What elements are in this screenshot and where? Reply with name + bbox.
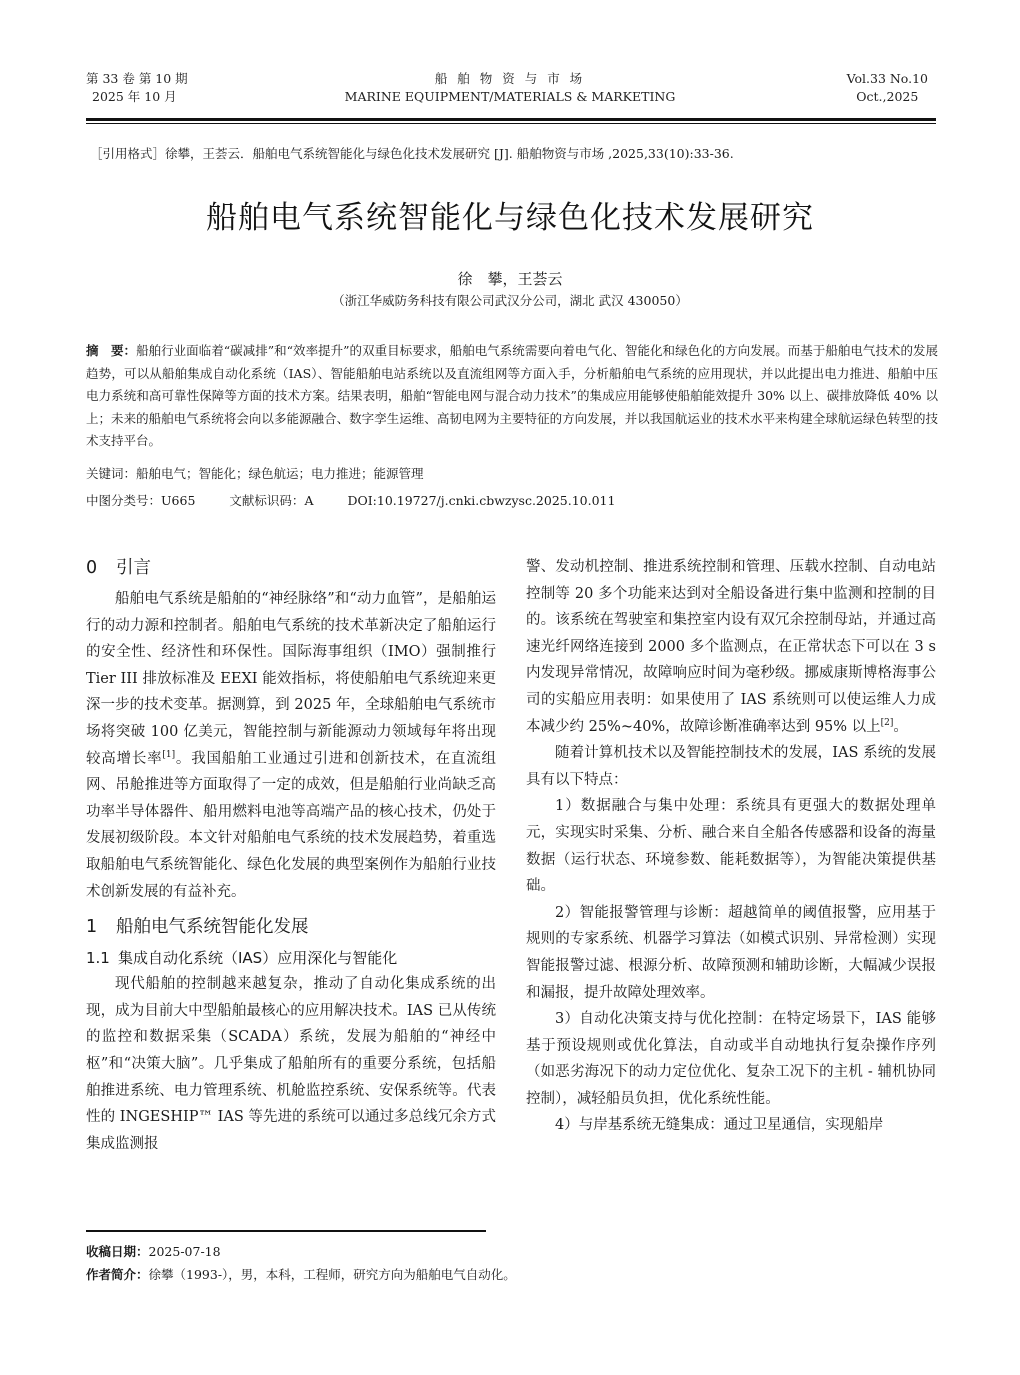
abstract-label: 摘 要： (86, 343, 137, 358)
author-bio-text: 徐攀（1993-），男，本科，工程师，研究方向为船舶电气自动化。 (148, 1267, 516, 1282)
subsection-heading-1-1: 1.1 集成自动化系统（IAS）应用深化与智能化 (86, 949, 398, 968)
ias-paragraph: 现代船舶的控制越来越复杂，推动了自动化集成系统的出现，成为目前大中型船舶最核心的应用解决技术。IAS 已从传统的监控和数据采集（SCADA）系统，发展为船舶的“神经中枢”和“决策大脑”。几乎集成了船舶所有的重要分系统，包括船舶推进系统、电力管理系统、机舱监控系统、安保系统等。代表性的 INGESHIP™ IAS 等先进的系统可以通过多总线冗余方式集成监测报 (86, 976, 496, 1152)
author-bio-label: 作者简介： (86, 1267, 149, 1282)
header-issue-info (86, 70, 188, 106)
ias-paragraph-continued: 警、发动机控制、推进系统控制和管理、压载水控制、自动电站控制等 20 多个功能来达到对全船设备进行集中监测和控制的目的。该系统在驾驶室和集控室内设有双冗余控制母站，并通过高速光纤网络连接到 2000 多个监测点，在正常状态下可以在 3 s 内发现异常情况，故障响应时间为毫秒级。挪威康斯博格海事公司的实船应用表明：如果使用了 IAS 系统则可以使运维人力成本减少约 25%~40%，故障诊断准确率达到 95% 以上[2]。 (526, 559, 936, 735)
journal-name-en: MARINE EQUIPMENT/MATERIALS & MARKETING (344, 89, 676, 104)
article-authors: 徐 攀，王荟云 (457, 270, 563, 288)
abstract-text: 船舶行业面临着“碳减排”和“效率提升”的双重目标要求，船舶电气系统需要向着电气化、智能化和绿色化的方向发展。而基于船舶电气技术的发展趋势，可以从船舶集成自动化系统（IAS）、智能船舶电站系统以及直流组网等方面入手，分析船舶电气系统的应用现状，并以此提出电力推进、船舶中压电力系统和高可靠性保障等方面的技术方案。结果表明，船舶“智能电网与混合动力技术”的集成应用能够使船舶能效提升 30% 以上、碳排放降低 40% 以上；未来的船舶电气系统将会向以多能源融合、数字孪生运维、高韧电网为主要特征的方向发展，并以我国航运业的技术水平来构建全球航运绿色转型的技术支持平台。 (86, 343, 938, 449)
article-title: 船舶电气系统智能化与绿色化技术发展研究 (206, 200, 814, 236)
abstract (86, 340, 938, 453)
keywords-label: 关键词： (86, 466, 137, 481)
keywords-text: 船舶电气；智能化；绿色航运；电力推进；能源管理 (136, 466, 424, 481)
doi: DOI:10.19727/j.cnki.cbwzysc.2025.10.011 (347, 493, 616, 508)
doc-code-value: A (304, 493, 314, 508)
section-heading-intro: 0 引言 (86, 558, 151, 578)
citation-format (90, 145, 930, 163)
footnote-author-bio (86, 1265, 516, 1285)
received-label: 收稿日期： (86, 1244, 149, 1259)
classification-line (86, 491, 938, 511)
article-affiliation: （浙江华威防务科技有限公司武汉分公司，湖北 武汉 430050） (332, 293, 688, 308)
received-date: 2025-07-18 (148, 1244, 221, 1259)
journal-name-cn: 船 舶 物 资 与 市 场 (434, 71, 586, 86)
clc-label: 中图分类号： (86, 493, 162, 508)
header-rule-thin (86, 123, 936, 124)
header-issue-info-en (847, 70, 928, 106)
feature-item-4: 4）与岸基系统无缝集成：通过卫星通信，实现船岸 (555, 1117, 884, 1134)
section-heading-1: 1 船舶电气系统智能化发展 (86, 917, 309, 938)
header-volume-issue: 第 33 卷 第 10 期 (86, 71, 188, 86)
body-column-right (526, 554, 936, 1139)
footnote-rule (86, 1230, 486, 1232)
feature-item-3: 3）自动化决策支持与优化控制：在特定场景下，IAS 能够基于预设规则或优化算法，自动或半自动地执行复杂操作序列（如恶劣海况下的动力定位优化、复杂工况下的主机 - 辅机协同控制），减轻船员负担，优化系统性能。 (526, 1011, 936, 1107)
intro-paragraph: 船舶电气系统是船舶的“神经脉络”和“动力血管”，是船舶运行的动力源和控制者。船舶电气系统的技术革新决定了船舶运行的安全性、经济性和环保性。国际海事组织（IMO）强制推行 Tier III 排放标准及 EEXI 能效指标，将使船舶电气系统迎来更深一步的技术变革。据测算，到 2025 年，全球船舶电气系统市场将突破 100 亿美元，智能控制与新能源动力领域每年将出现较高增长率[1]。我国船舶工业通过引进和创新技术，在直流组网、吊舱推进等方面取得了一定的成效，但是船舶行业尚缺乏高功率半导体器件、船用燃料电池等高端产品的核心技术，仍处于发展初级阶段。本文针对船舶电气系统的技术发展趋势，着重选取船舶电气系统智能化、绿色化发展的典型案例作为船舶行业技术创新发展的有益补充。 (86, 591, 497, 900)
reference-marker-1[interactable]: [1] (162, 749, 176, 760)
header-date-en: Oct.,2025 (856, 89, 919, 104)
keywords (86, 464, 938, 484)
feature-item-1: 1）数据融合与集中处理：系统具有更强大的数据处理单元，实现实时采集、分析、融合来自全船各传感器和设备的海量数据（运行状态、环境参数、能耗数据等），为智能决策提供基础。 (526, 798, 936, 895)
header-volume-en: Vol.33 No.10 (846, 71, 928, 86)
clc-value: U665 (161, 493, 196, 508)
citation-label: ［引用格式］ (90, 146, 166, 161)
reference-marker-2[interactable]: [2] (880, 717, 894, 728)
footnote-received (86, 1242, 221, 1262)
body-column-left (86, 554, 496, 1157)
doc-code-label: 文献标识码： (229, 493, 305, 508)
header-rule-thick (86, 118, 936, 121)
header-date: 2025 年 10 月 (92, 89, 177, 104)
feature-item-2: 2）智能报警管理与诊断：超越简单的阈值报警，应用基于规则的专家系统、机器学习算法（如模式识别、异常检测）实现智能报警过滤、根源分析、故障预测和辅助诊断，大幅减少误报和漏报，提升故障处理效率。 (526, 904, 936, 1001)
ias-features-intro: 随着计算机技术以及智能控制技术的发展，IAS 系统的发展具有以下特点： (526, 745, 936, 788)
citation-text: 徐攀，王荟云．船舶电气系统智能化与绿色化技术发展研究 [J]. 船舶物资与市场 ,2025,33(10):33-36. (165, 146, 734, 161)
